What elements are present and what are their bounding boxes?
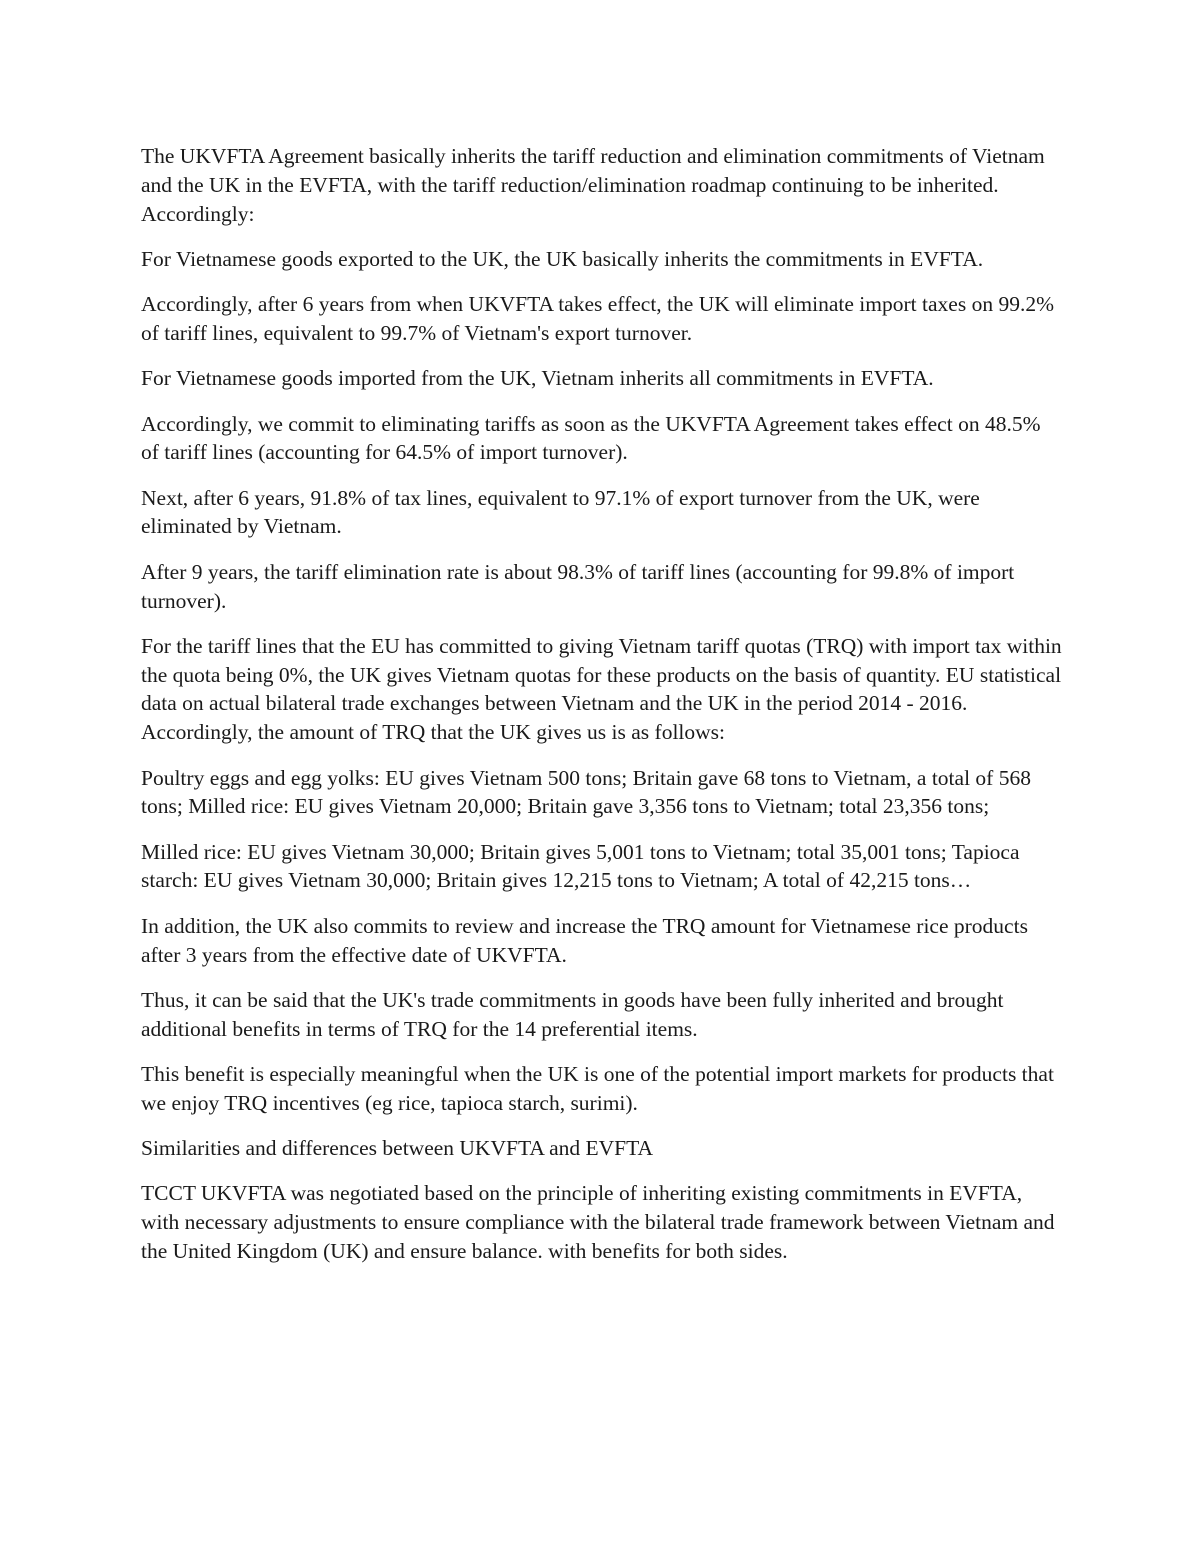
- paragraph: The UKVFTA Agreement basically inherits the tariff reduction and elimination commitments of Vietnam and the UK in the EVFTA, with the tariff reduction/elimination roadmap continuing to be inherited. Accordingly:: [141, 144, 1045, 226]
- paragraph: Milled rice: EU gives Vietnam 30,000; Britain gives 5,001 tons to Vietnam; total 35,001 tons; Tapioca starch: EU gives Vietnam 30,000; Britain gives 12,215 tons to Vietnam; A total of 42,215 tons…: [141, 839, 1020, 893]
- paragraph: For Vietnamese goods exported to the UK, the UK basically inherits the commitments in EVFTA.: [141, 246, 984, 271]
- paragraph: After 9 years, the tariff elimination rate is about 98.3% of tariff lines (accounting for 99.8% of import turnover).: [141, 559, 1015, 613]
- paragraph: Accordingly, after 6 years from when UKVFTA takes effect, the UK will eliminate import taxes on 99.2% of tariff lines, equivalent to 99.7% of Vietnam's export turnover.: [141, 292, 1054, 345]
- section-heading: Similarities and differences between UKVFTA and EVFTA: [141, 1136, 654, 1161]
- paragraph: TCCT UKVFTA was negotiated based on the principle of inheriting existing commitments in EVFTA, with necessary adjustments to ensure compliance with the bilateral trade framework between Vietnam and the United Kingdom (UK) and ensure balance. with benefits for both sides.: [141, 1181, 1055, 1263]
- document-body: [141, 142, 1063, 1282]
- paragraph: Thus, it can be said that the UK's trade commitments in goods have been fully inherited and brought additional benefits in terms of TRQ for the 14 preferential items.: [141, 987, 1004, 1041]
- paragraph: Accordingly, we commit to eliminating tariffs as soon as the UKVFTA Agreement takes effect on 48.5% of tariff lines (accounting for 64.5% of import turnover).: [141, 411, 1041, 465]
- paragraph: For Vietnamese goods imported from the UK, Vietnam inherits all commitments in EVFTA.: [141, 366, 934, 391]
- paragraph: Next, after 6 years, 91.8% of tax lines, equivalent to 97.1% of export turnover from the UK, were eliminated by Vietnam.: [141, 485, 980, 539]
- paragraph: Poultry eggs and egg yolks: EU gives Vietnam 500 tons; Britain gave 68 tons to Vietnam, a total of 568 tons; Milled rice: EU gives Vietnam 20,000; Britain gave 3,356 tons to Vietnam; total 23,356 tons;: [141, 765, 1031, 819]
- paragraph: In addition, the UK also commits to review and increase the TRQ amount for Vietnamese rice products after 3 years from the effective date of UKVFTA.: [141, 913, 1028, 967]
- paragraph: This benefit is especially meaningful when the UK is one of the potential import markets for products that we enjoy TRQ incentives (eg rice, tapioca starch, surimi).: [141, 1061, 1054, 1115]
- paragraph: For the tariff lines that the EU has committed to giving Vietnam tariff quotas (TRQ) with import tax within the quota being 0%, the UK gives Vietnam quotas for these products on the basis of quantity. EU statistical data on actual bilateral trade exchanges between Vietnam and the UK in the period 2014 - 2016. Accordingly, the amount of TRQ that the UK gives us is as follows:: [141, 633, 1062, 745]
